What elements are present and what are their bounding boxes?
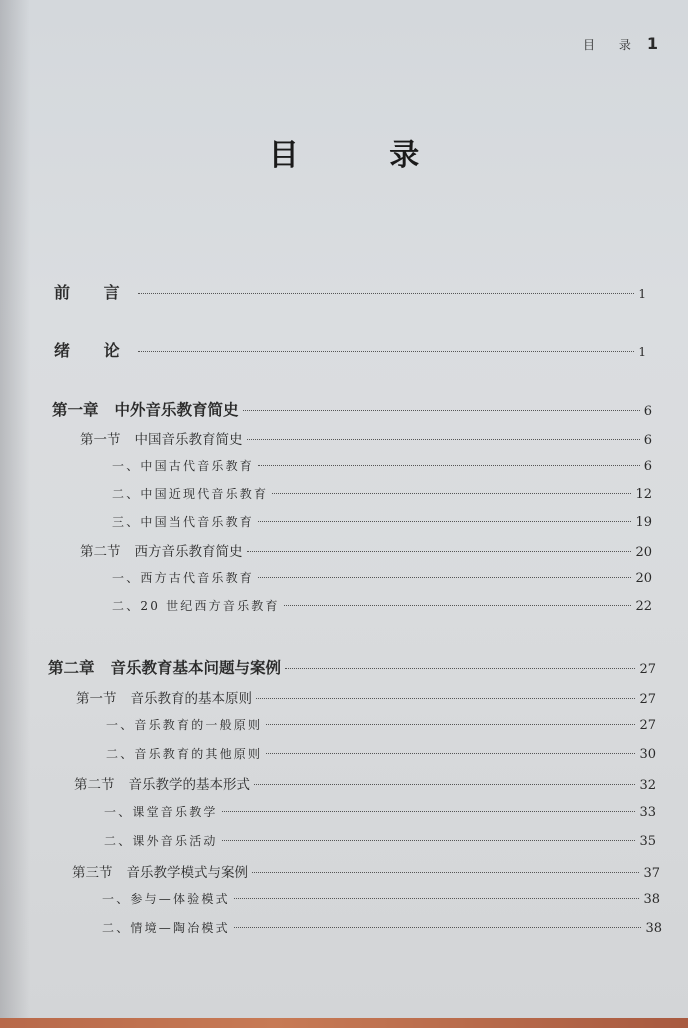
dot-leader [285, 668, 635, 669]
toc-chapter-1[interactable] [52, 398, 652, 420]
dot-leader [266, 724, 635, 725]
dot-leader [252, 872, 639, 873]
toc-entry-page: 6 [643, 459, 652, 474]
toc-entry-page: 32 [639, 778, 656, 793]
toc-item-label: 二、中国近现代音乐教育 [112, 487, 269, 501]
section-number: 第一节 [76, 691, 117, 707]
section-number: 第二节 [74, 777, 115, 793]
toc-entry-label: 绪 论 [54, 341, 134, 360]
toc-entry-page: 19 [635, 515, 652, 530]
toc-item-label: 一、课堂音乐教学 [104, 805, 218, 819]
toc-section-1-2[interactable] [80, 540, 652, 560]
toc-entry-page: 38 [645, 921, 662, 936]
section-title: 音乐教学的基本形式 [128, 777, 250, 793]
toc-chapter-label [48, 656, 281, 678]
toc-entry-page: 20 [635, 545, 652, 560]
toc-section-label [80, 540, 243, 560]
toc-section-label [74, 773, 250, 793]
toc-entry-page: 33 [639, 805, 656, 820]
section-title: 音乐教育的基本原则 [130, 691, 252, 707]
toc-section-1-1[interactable] [80, 428, 652, 448]
toc-entry-page: 20 [635, 571, 652, 586]
dot-leader [234, 898, 640, 899]
toc-item[interactable] [102, 890, 660, 907]
chapter-number: 第一章 [52, 400, 99, 419]
toc-chapter-label [52, 398, 239, 420]
dot-leader [258, 577, 631, 578]
toc-section-2-2[interactable] [74, 773, 656, 793]
section-number: 第三节 [72, 865, 113, 881]
page-bottom-edge [0, 1018, 688, 1028]
toc-item[interactable] [102, 919, 662, 936]
toc-entry-page: 1 [638, 287, 646, 301]
toc-entry-introduction[interactable] [54, 338, 646, 361]
running-head-page-number: 1 [646, 34, 660, 53]
dot-leader [258, 521, 631, 522]
dot-leader [266, 753, 635, 754]
toc-entry-page: 27 [639, 718, 656, 733]
toc-entry-page: 1 [638, 345, 646, 359]
dot-leader [258, 465, 640, 466]
section-title: 音乐教学模式与案例 [126, 865, 248, 881]
toc-entry-page: 12 [635, 487, 652, 502]
toc-entry-page: 6 [643, 404, 652, 419]
toc-item[interactable] [106, 745, 656, 762]
toc-entry-label: 前 言 [54, 283, 134, 302]
toc-item[interactable] [112, 569, 652, 586]
running-head [583, 34, 660, 53]
dot-leader [138, 351, 635, 352]
toc-entry-page: 37 [643, 866, 660, 881]
toc-item-label: 二、音乐教育的其他原则 [106, 747, 263, 761]
toc-section-2-3[interactable] [72, 861, 660, 881]
toc-section-2-1[interactable] [76, 687, 656, 707]
toc-entry-page: 30 [639, 747, 656, 762]
toc-item[interactable] [112, 513, 652, 530]
toc-item-label: 二、情境—陶冶模式 [102, 921, 230, 935]
toc-item-label: 一、音乐教育的一般原则 [106, 718, 263, 732]
toc-entry-page: 22 [635, 599, 652, 614]
dot-leader [247, 439, 640, 440]
toc-entry-page: 27 [639, 692, 656, 707]
toc-entry-page: 6 [643, 433, 652, 448]
toc-item[interactable] [112, 457, 652, 474]
toc-entry-page: 27 [639, 662, 656, 677]
section-title: 西方音乐教育简史 [134, 544, 243, 560]
section-number: 第一节 [80, 432, 121, 448]
section-number: 第二节 [80, 544, 121, 560]
dot-leader [222, 840, 636, 841]
toc-item[interactable] [104, 832, 656, 849]
dot-leader [247, 551, 632, 552]
toc-item[interactable] [104, 803, 656, 820]
toc-entry-preface[interactable] [54, 280, 646, 303]
toc-entry-page: 38 [643, 892, 660, 907]
running-head-label: 目 录 [583, 38, 641, 52]
dot-leader [272, 493, 631, 494]
toc-section-label [72, 861, 248, 881]
chapter-title: 中外音乐教育简史 [114, 400, 239, 419]
toc-item[interactable] [112, 485, 652, 502]
toc-item[interactable] [112, 597, 652, 614]
toc-item-label: 一、西方古代音乐教育 [112, 571, 255, 585]
dot-leader [243, 410, 640, 411]
toc-item-label: 二、20 世纪西方音乐教育 [112, 599, 280, 613]
toc-section-label [76, 687, 252, 707]
dot-leader [138, 293, 635, 294]
toc-item-label: 一、中国古代音乐教育 [112, 459, 255, 473]
page-title: 目 录 [268, 138, 460, 173]
toc-item-label: 二、课外音乐活动 [104, 834, 218, 848]
dot-leader [284, 605, 632, 606]
dot-leader [222, 811, 636, 812]
toc-item-label: 三、中国当代音乐教育 [112, 515, 255, 529]
chapter-title: 音乐教育基本问题与案例 [110, 658, 282, 677]
dot-leader [254, 784, 635, 785]
toc-item[interactable] [106, 716, 656, 733]
toc-chapter-2[interactable] [48, 656, 656, 678]
section-title: 中国音乐教育简史 [134, 432, 243, 448]
toc-entry-page: 35 [639, 834, 656, 849]
toc-section-label [80, 428, 243, 448]
toc-item-label: 一、参与—体验模式 [102, 892, 230, 906]
dot-leader [234, 927, 642, 928]
dot-leader [256, 698, 635, 699]
chapter-number: 第二章 [48, 658, 95, 677]
